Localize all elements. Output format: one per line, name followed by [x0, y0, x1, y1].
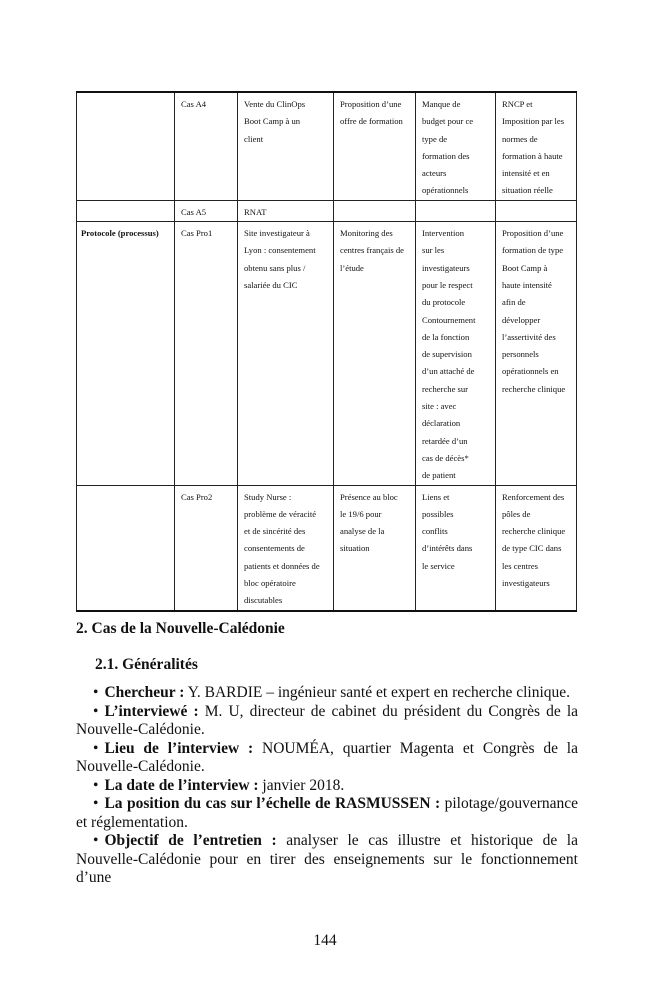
- table-cell-col4: [496, 200, 577, 221]
- cell-line: patients et données de: [244, 560, 320, 571]
- table-cell-col1: [238, 92, 334, 200]
- cell-line: pôles de: [502, 508, 531, 519]
- item-text: Y. BARDIE – ingénieur santé et expert en recherche clinique.: [187, 684, 571, 701]
- table-cell-col4: [496, 92, 577, 200]
- cell-line: type de: [422, 133, 448, 144]
- cell-line: acteurs: [422, 168, 447, 179]
- list-item: [76, 777, 578, 796]
- cell-line: Lyon : consentement: [244, 245, 316, 256]
- cell-line: Manque de: [422, 99, 461, 109]
- table-cell-col2: [334, 200, 416, 221]
- cell-line: le service: [422, 560, 455, 571]
- cell-line: Présence au bloc: [340, 491, 398, 502]
- cell-line: Study Nurse :: [244, 491, 292, 502]
- cell-line: normes de: [502, 133, 538, 144]
- cell-line: Proposition d’une: [340, 99, 402, 109]
- item-text: analyser le cas illustre et historique de la Nouvelle-Calédonie pour en tirer des enseignements sur le fonctionnement d’une: [76, 832, 578, 886]
- cell-line: situation réelle: [502, 185, 553, 196]
- subsection-title: 2.1. Généralités: [95, 656, 198, 673]
- table-cell-col3: [416, 222, 496, 485]
- cell-line: obtenu sans plus /: [244, 262, 306, 273]
- item-text: pilotage/gouvernance et réglementation.: [76, 795, 579, 831]
- item-label: Objectif de l’entretien :: [104, 832, 277, 849]
- cell-line: Intervention: [422, 228, 464, 239]
- item-label: Lieu de l’interview :: [104, 739, 254, 757]
- case-id-cell: Cas Pro2: [175, 485, 238, 611]
- cell-line: les centres: [502, 560, 539, 571]
- bullet-icon: •: [93, 739, 99, 757]
- list-item: [76, 795, 578, 832]
- cell-line: cas de décès*: [422, 452, 469, 463]
- cell-line: retardée d’un: [422, 435, 468, 446]
- table-cell-col3: [416, 92, 496, 200]
- table-cell-col2: [334, 92, 416, 200]
- cell-line: de patient: [422, 470, 456, 481]
- cell-line: RNAT: [244, 206, 267, 217]
- table-cell-col3: [416, 485, 496, 611]
- cell-line: site : avec: [422, 401, 457, 412]
- table-row: [77, 92, 577, 200]
- table-cell-col1: [238, 200, 334, 221]
- bullet-list: [76, 684, 578, 888]
- bullet-icon: •: [93, 832, 99, 849]
- cell-line: consentements de: [244, 543, 305, 554]
- cell-line: formation de type: [502, 245, 564, 256]
- cell-line: Boot Camp à un: [244, 116, 301, 127]
- item-label: L’interviewé :: [104, 702, 199, 720]
- item-text: M. U, directeur de cabinet du président du Congrès de la Nouvelle-Calédonie.: [76, 702, 579, 738]
- cell-line: budget pour ce: [422, 116, 474, 127]
- cell-line: le 19/6 pour: [340, 508, 382, 519]
- cell-line: investigateurs: [422, 262, 470, 273]
- cell-line: personnels: [502, 349, 539, 360]
- cell-line: d’intérêts dans: [422, 543, 473, 554]
- cell-line: recherche sur: [422, 383, 469, 394]
- cell-line: Imposition par les: [502, 116, 565, 127]
- cell-line: de type CIC dans: [502, 543, 562, 554]
- table-cell-col3: [416, 200, 496, 221]
- cell-line: recherche clinique: [502, 383, 566, 394]
- cell-line: recherche clinique: [502, 526, 566, 537]
- cell-line: d’un attaché de: [422, 366, 475, 377]
- table-row: [77, 485, 577, 611]
- cell-line: Boot Camp à: [502, 262, 548, 273]
- case-id-cell: Cas A4: [175, 92, 238, 200]
- cell-line: Contournement: [422, 314, 476, 325]
- table-cell-col2: [334, 222, 416, 485]
- cell-line: du protocole: [422, 297, 466, 308]
- item-text: NOUMÉA, quartier Magenta et Congrès de la Nouvelle-Calédonie.: [76, 739, 578, 775]
- cell-line: opérationnels en: [502, 366, 559, 377]
- row-label-cell: [77, 200, 175, 221]
- bullet-icon: •: [93, 795, 99, 812]
- cell-line: formation à haute: [502, 150, 563, 161]
- cell-line: formation des: [422, 150, 470, 161]
- cell-line: centres français de: [340, 245, 404, 256]
- row-label-cell: Protocole (processus): [77, 222, 175, 485]
- cell-line: Vente du ClinOps: [244, 99, 306, 109]
- cell-line: et de sincérité des: [244, 526, 306, 537]
- cell-line: développer: [502, 314, 541, 325]
- item-label: Chercheur :: [104, 684, 185, 701]
- cell-line: conflits: [422, 526, 448, 537]
- cell-line: haute intensité: [502, 279, 552, 290]
- cell-line: salariée du CIC: [244, 279, 298, 290]
- list-item: [76, 684, 578, 703]
- cell-line: possibles: [422, 508, 454, 519]
- table-cell-col1: [238, 222, 334, 485]
- table-cell-col4: [496, 485, 577, 611]
- row-label-cell: [77, 92, 175, 200]
- cell-line: l’étude: [340, 262, 364, 273]
- case-table: [76, 91, 577, 612]
- case-id-cell: Cas A5: [175, 200, 238, 221]
- cell-line: pour le respect: [422, 279, 473, 290]
- page-number: 144: [313, 932, 337, 949]
- cell-line: de supervision: [422, 349, 472, 360]
- bullet-icon: •: [93, 776, 99, 794]
- bullet-icon: •: [93, 702, 99, 720]
- cell-line: investigateurs: [502, 578, 550, 589]
- cell-line: Monitoring des: [340, 228, 393, 239]
- section-title: 2. Cas de la Nouvelle-Calédonie: [76, 620, 285, 637]
- item-text: janvier 2018.: [262, 776, 345, 794]
- row-label-cell: [77, 485, 175, 611]
- cell-line: de la fonction: [422, 331, 470, 342]
- cell-line: situation: [340, 543, 370, 554]
- cell-line: offre de formation: [340, 116, 403, 127]
- cell-line: Site investigateur à: [244, 228, 310, 239]
- case-id-cell: Cas Pro1: [175, 222, 238, 485]
- cell-line: client: [244, 133, 264, 144]
- item-label: La date de l’interview :: [104, 776, 259, 794]
- cell-line: afin de: [502, 297, 526, 308]
- table-cell-col4: [496, 222, 577, 485]
- item-label: La position du cas sur l’échelle de RASMUSSEN :: [104, 795, 441, 812]
- cell-line: discutables: [244, 595, 283, 606]
- table-cell-col1: [238, 485, 334, 611]
- table-cell-col2: [334, 485, 416, 611]
- cell-line: bloc opératoire: [244, 578, 296, 589]
- cell-line: opérationnels: [422, 185, 469, 196]
- list-item: [76, 832, 578, 888]
- table-row: [77, 200, 577, 221]
- cell-line: l’assertivité des: [502, 331, 556, 342]
- list-item: [76, 740, 578, 777]
- list-item: [76, 703, 578, 740]
- cell-line: sur les: [422, 245, 445, 256]
- cell-line: intensité et en: [502, 168, 550, 179]
- cell-line: analyse de la: [340, 526, 385, 537]
- cell-line: Renforcement des: [502, 491, 565, 502]
- cell-line: déclaration: [422, 418, 461, 429]
- table-row: [77, 222, 577, 485]
- cell-line: Proposition d’une: [502, 228, 564, 239]
- cell-line: Liens et: [422, 491, 450, 502]
- bullet-icon: •: [93, 684, 99, 701]
- cell-line: problème de véracité: [244, 508, 317, 519]
- cell-line: RNCP et: [502, 99, 533, 109]
